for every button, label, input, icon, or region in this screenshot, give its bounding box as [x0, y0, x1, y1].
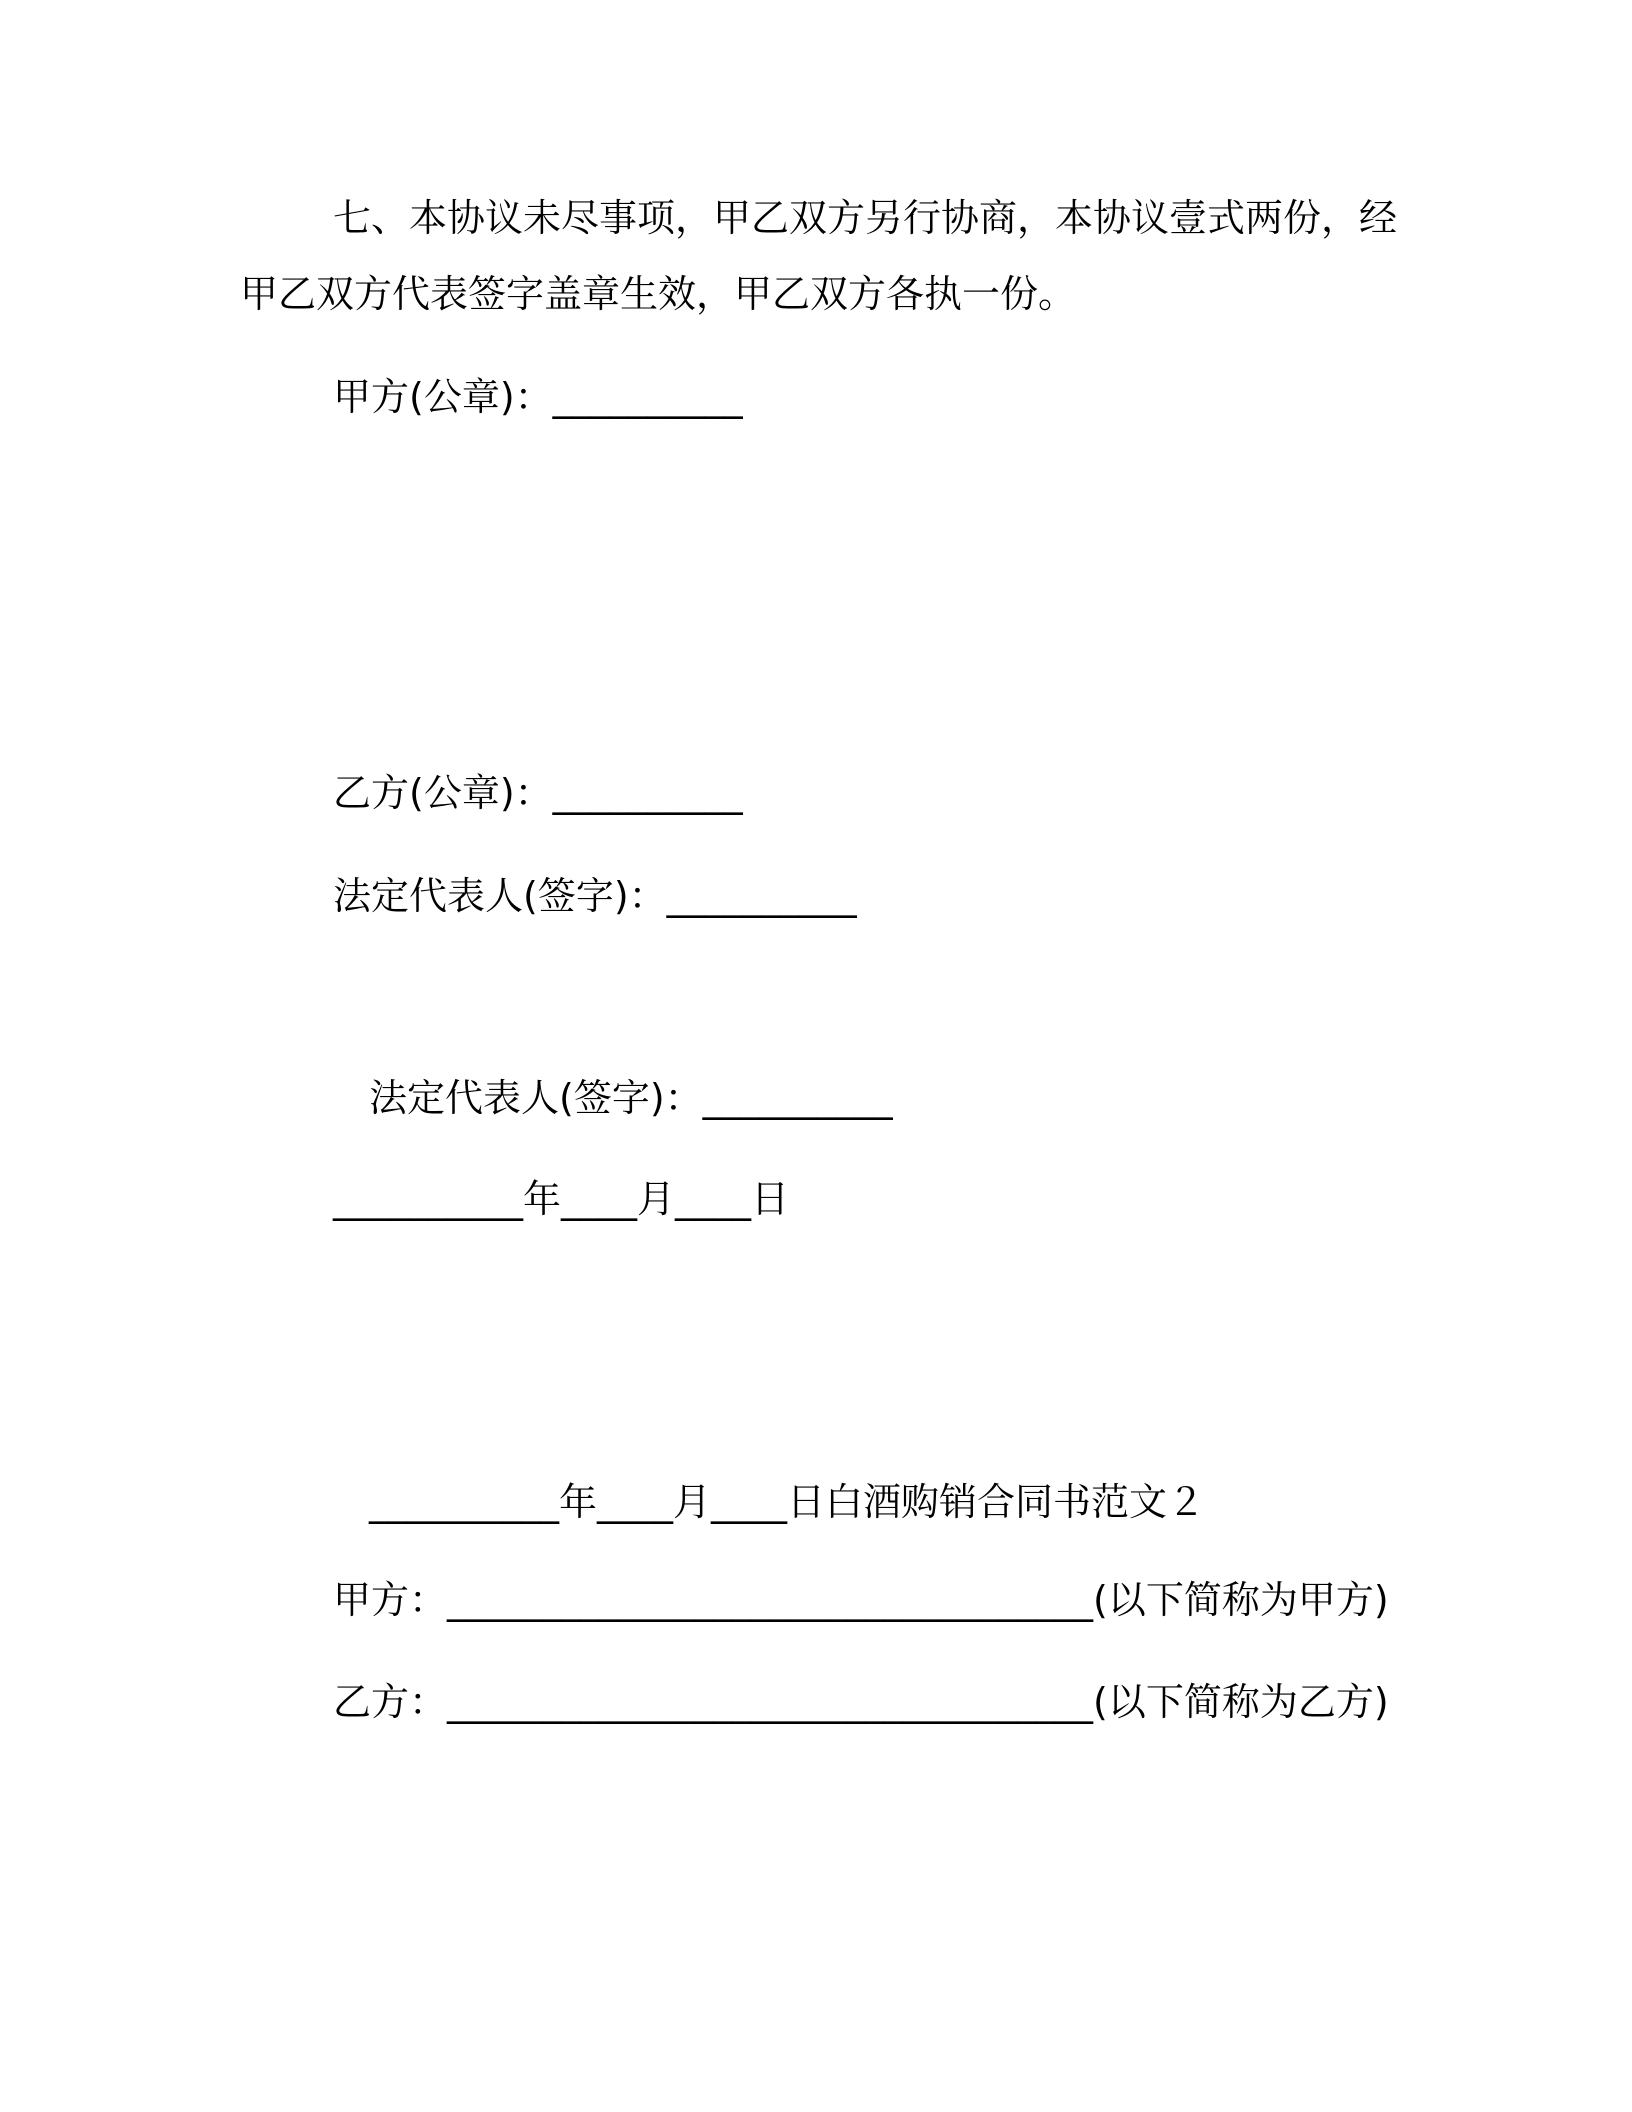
clause-seven-line-2: 甲乙双方代表签字盖章生效，甲乙双方各执一份。 — [240, 272, 1077, 316]
clause-seven-line-1: 七、本协议未尽事项，甲乙双方另行协商，本协议壹式两份，经 — [333, 196, 1398, 240]
party-b-seal-line: 乙方(公章)：__________ — [333, 771, 743, 815]
party-a-line: 甲方：__________________________________(以下简称为甲方) — [333, 1578, 1389, 1622]
next-contract-title: __________年____月____日白酒购销合同书范文２ — [369, 1480, 1206, 1524]
party-a-seal-line: 甲方(公章)：__________ — [333, 375, 743, 419]
date-line: __________年____月____日 — [333, 1177, 790, 1221]
legal-rep-signature-line-1: 法定代表人(签字)：__________ — [333, 874, 857, 918]
legal-rep-signature-line-2: 法定代表人(签字)：__________ — [369, 1076, 893, 1120]
party-b-line: 乙方：__________________________________(以下简称为乙方) — [333, 1680, 1389, 1724]
